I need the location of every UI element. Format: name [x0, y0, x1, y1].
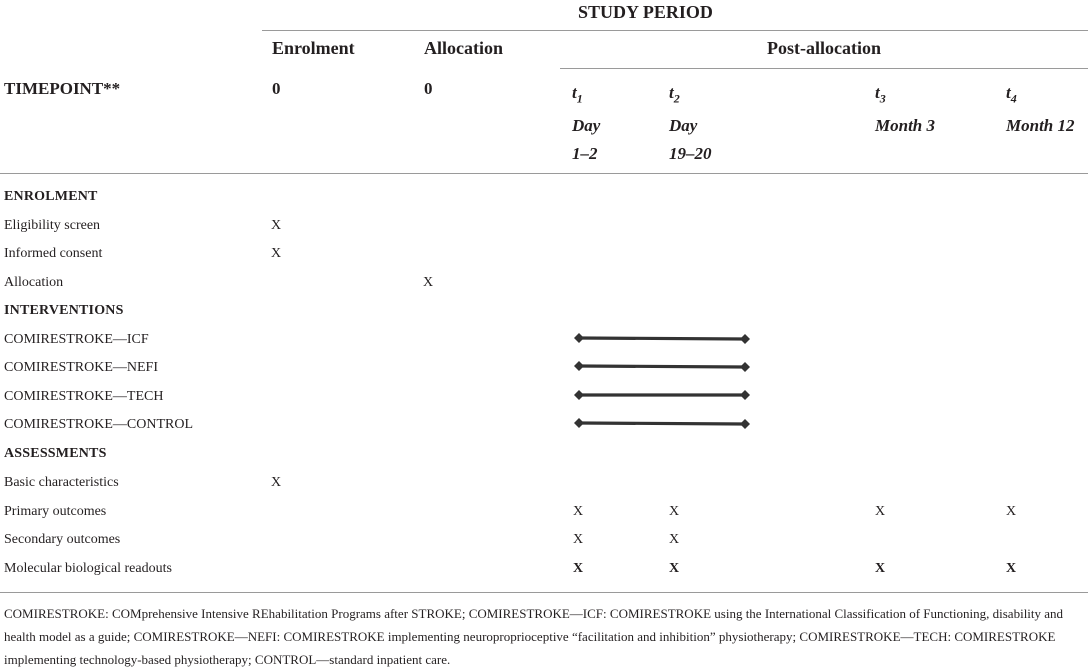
- section-assessments: ASSESSMENTS: [4, 446, 107, 461]
- mark-primary-t4: X: [1006, 504, 1017, 519]
- timepoint-t2: $t_2$ Day 19–20: [669, 83, 712, 164]
- row-primary-outcomes: Primary outcomes: [4, 504, 107, 519]
- allocation-column-heading: Allocation: [424, 38, 503, 58]
- body-bottom-rule: [0, 592, 1088, 593]
- header-rule: [262, 30, 1088, 31]
- timepoint-t3: $t_3$ Month 3: [875, 83, 935, 136]
- mark-secondary-t2: X: [669, 532, 680, 547]
- footnote: COMIRESTROKE: COMprehensive Intensive REhabilitation Programs after STROKE; COMIRESTROKE—ICF: COMIRESTROKE using the International Classification of Functioning, disability and health model as a guide; COMIRESTROKE—NEFI: COMIRESTROKE implementing neuroproprioceptive “facilitation and inhibition” physiotherapy; COMIRESTROKE—TECH: COMIRESTROKE implementing technology-based physiotherapy; CONTROL—standard inpatient care.: [4, 606, 1064, 667]
- duration-bar-tech: [574, 390, 750, 400]
- section-interventions: INTERVENTIONS: [4, 303, 124, 318]
- mark-molecular-t2: X: [669, 561, 680, 576]
- timepoint-t4: $t_4$ Month 12: [1006, 83, 1075, 136]
- timepoint-label: TIMEPOINT**: [4, 79, 121, 98]
- row-nefi: COMIRESTROKE—NEFI: [4, 360, 159, 375]
- row-molecular-readouts: Molecular biological readouts: [4, 561, 172, 576]
- enrolment-column-heading: Enrolment: [272, 38, 355, 58]
- mark-secondary-t1: X: [573, 532, 584, 547]
- duration-bar-icf: [574, 333, 750, 344]
- enrolment-timepoint: 0: [272, 79, 281, 98]
- mark-consent-enrolment: X: [271, 246, 282, 261]
- body-top-rule: [0, 173, 1088, 174]
- mark-primary-t2: X: [669, 504, 680, 519]
- mark-molecular-t4: X: [1006, 561, 1017, 576]
- mark-molecular-t3: X: [875, 561, 886, 576]
- post-allocation-rule: [560, 68, 1088, 69]
- row-allocation: Allocation: [4, 275, 64, 290]
- mark-eligibility-enrolment: X: [271, 218, 282, 233]
- mark-basic-enrolment: X: [271, 475, 282, 490]
- row-basic-characteristics: Basic characteristics: [4, 475, 119, 490]
- mark-primary-t3: X: [875, 504, 886, 519]
- row-control: COMIRESTROKE—CONTROL: [4, 417, 194, 432]
- row-informed-consent: Informed consent: [4, 246, 103, 261]
- section-enrolment: ENROLMENT: [4, 189, 98, 204]
- study-period-heading: STUDY PERIOD: [578, 2, 713, 22]
- timepoint-t1: $t_1$ Day 1–2: [572, 83, 601, 164]
- post-allocation-heading: Post-allocation: [767, 38, 881, 58]
- row-tech: COMIRESTROKE—TECH: [4, 389, 164, 404]
- mark-molecular-t1: X: [573, 561, 584, 576]
- duration-bar-nefi: [574, 361, 750, 372]
- row-icf: COMIRESTROKE—ICF: [4, 332, 149, 347]
- intervention-duration-bars: [570, 326, 755, 436]
- row-eligibility-screen: Eligibility screen: [4, 218, 101, 233]
- allocation-timepoint: 0: [424, 79, 433, 98]
- mark-primary-t1: X: [573, 504, 584, 519]
- duration-bar-control: [574, 418, 750, 429]
- mark-allocation: X: [423, 275, 434, 290]
- row-secondary-outcomes: Secondary outcomes: [4, 532, 121, 547]
